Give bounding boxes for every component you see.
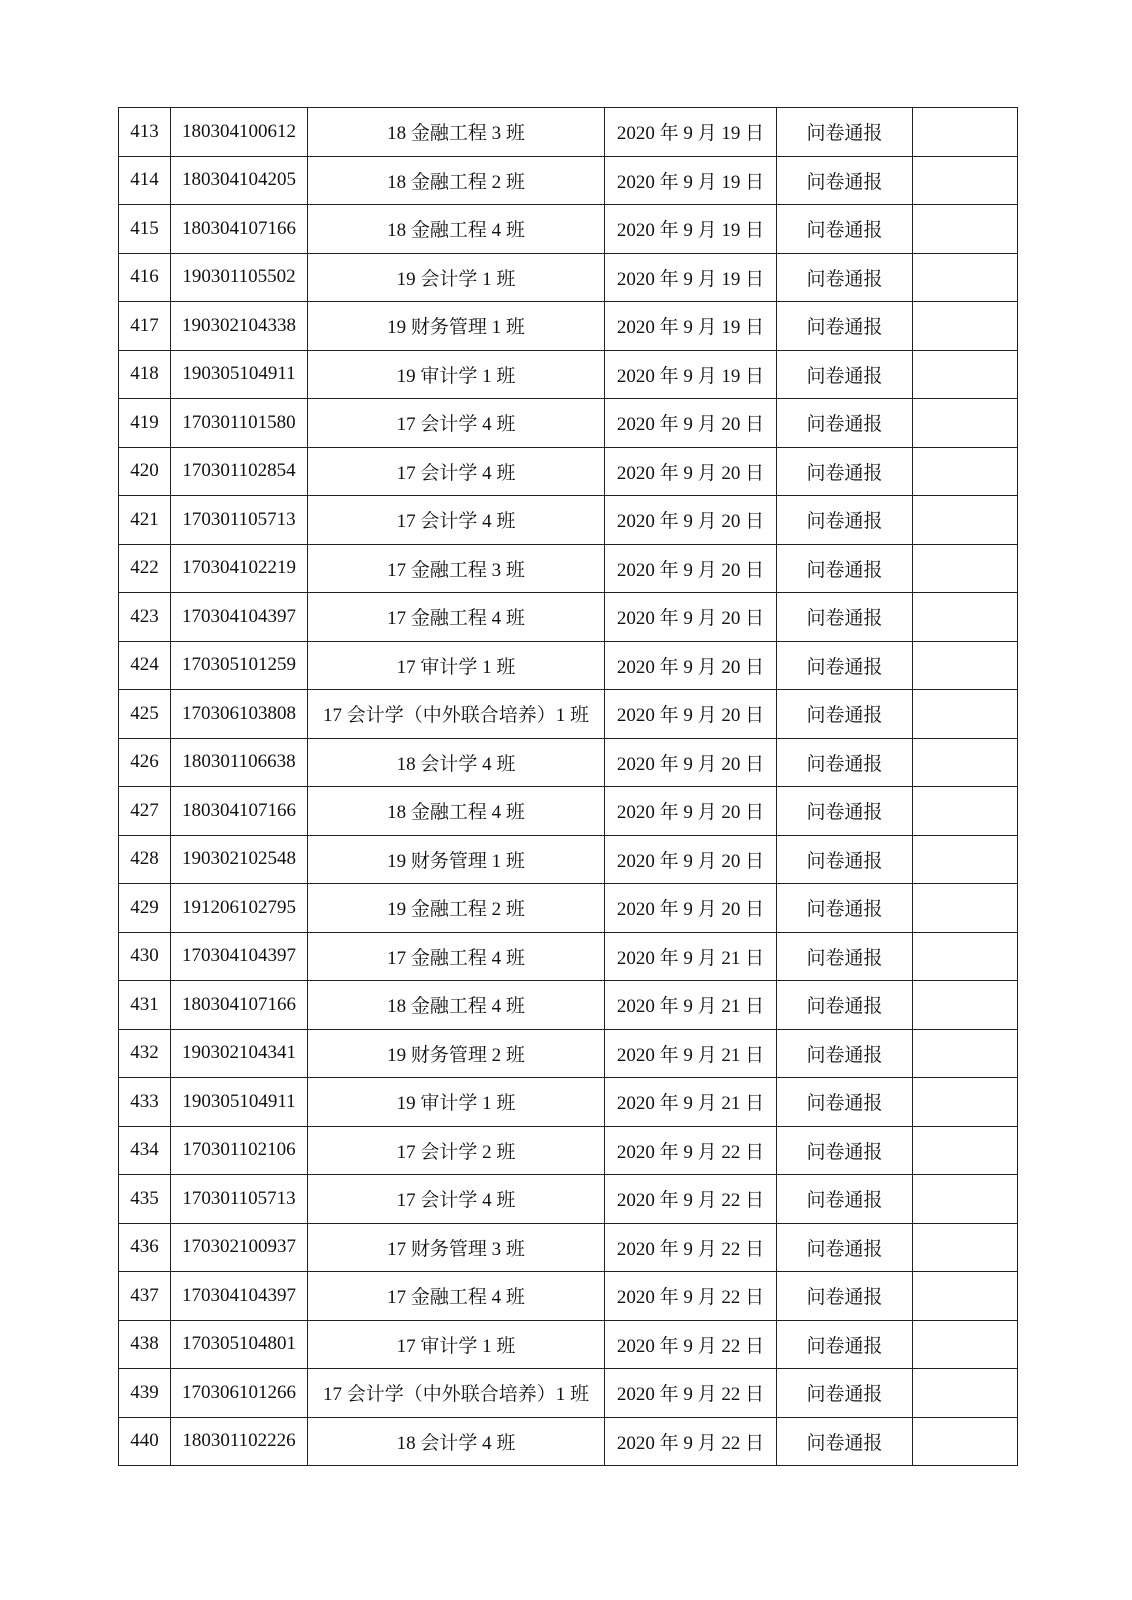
class-name-cell: 17 金融工程 4 班 (308, 932, 605, 981)
class-name-cell: 19 财务管理 1 班 (308, 835, 605, 884)
report-type-cell: 问卷通报 (777, 544, 913, 593)
table-row (119, 593, 1018, 642)
row-number-cell: 422 (119, 544, 171, 593)
report-type-cell: 问卷通报 (777, 1029, 913, 1078)
note-cell (913, 738, 1018, 787)
student-id-cell: 170304104397 (171, 1272, 308, 1321)
date-cell: 2020 年 9 月 22 日 (605, 1417, 777, 1466)
student-id-cell: 170301105713 (171, 496, 308, 545)
record-table-body (119, 108, 1018, 1466)
student-id-cell: 170304102219 (171, 544, 308, 593)
date-cell: 2020 年 9 月 21 日 (605, 1078, 777, 1127)
class-name-cell: 17 会计学 4 班 (308, 1175, 605, 1224)
note-cell (913, 932, 1018, 981)
date-cell: 2020 年 9 月 21 日 (605, 932, 777, 981)
note-cell (913, 156, 1018, 205)
note-cell (913, 447, 1018, 496)
student-id-cell: 190305104911 (171, 1078, 308, 1127)
row-number-cell: 433 (119, 1078, 171, 1127)
row-number-cell: 438 (119, 1320, 171, 1369)
date-cell: 2020 年 9 月 19 日 (605, 108, 777, 157)
student-id-cell: 170301105713 (171, 1175, 308, 1224)
report-type-cell: 问卷通报 (777, 399, 913, 448)
report-type-cell: 问卷通报 (777, 787, 913, 836)
row-number-cell: 432 (119, 1029, 171, 1078)
table-row (119, 156, 1018, 205)
date-cell: 2020 年 9 月 22 日 (605, 1320, 777, 1369)
date-cell: 2020 年 9 月 19 日 (605, 302, 777, 351)
student-id-cell: 170306103808 (171, 690, 308, 739)
student-id-cell: 180304107166 (171, 787, 308, 836)
row-number-cell: 436 (119, 1223, 171, 1272)
note-cell (913, 302, 1018, 351)
class-name-cell: 19 财务管理 1 班 (308, 302, 605, 351)
report-type-cell: 问卷通报 (777, 108, 913, 157)
date-cell: 2020 年 9 月 22 日 (605, 1175, 777, 1224)
student-id-cell: 170305104801 (171, 1320, 308, 1369)
class-name-cell: 17 会计学 4 班 (308, 399, 605, 448)
row-number-cell: 430 (119, 932, 171, 981)
student-id-cell: 170304104397 (171, 593, 308, 642)
student-id-cell: 190301105502 (171, 253, 308, 302)
table-row (119, 1320, 1018, 1369)
table-row (119, 253, 1018, 302)
class-name-cell: 17 会计学（中外联合培养）1 班 (308, 1369, 605, 1418)
row-number-cell: 425 (119, 690, 171, 739)
class-name-cell: 17 金融工程 4 班 (308, 593, 605, 642)
row-number-cell: 434 (119, 1126, 171, 1175)
class-name-cell: 17 会计学 4 班 (308, 496, 605, 545)
report-type-cell: 问卷通报 (777, 1126, 913, 1175)
table-row (119, 205, 1018, 254)
note-cell (913, 108, 1018, 157)
student-id-cell: 180304100612 (171, 108, 308, 157)
note-cell (913, 690, 1018, 739)
table-row (119, 1078, 1018, 1127)
note-cell (913, 1029, 1018, 1078)
date-cell: 2020 年 9 月 20 日 (605, 884, 777, 933)
date-cell: 2020 年 9 月 20 日 (605, 787, 777, 836)
student-id-cell: 170302100937 (171, 1223, 308, 1272)
student-id-cell: 180301106638 (171, 738, 308, 787)
row-number-cell: 426 (119, 738, 171, 787)
date-cell: 2020 年 9 月 22 日 (605, 1369, 777, 1418)
class-name-cell: 17 金融工程 3 班 (308, 544, 605, 593)
table-row (119, 1272, 1018, 1321)
report-type-cell: 问卷通报 (777, 641, 913, 690)
note-cell (913, 1272, 1018, 1321)
report-type-cell: 问卷通报 (777, 981, 913, 1030)
row-number-cell: 416 (119, 253, 171, 302)
report-type-cell: 问卷通报 (777, 1223, 913, 1272)
note-cell (913, 1417, 1018, 1466)
report-type-cell: 问卷通报 (777, 835, 913, 884)
report-type-cell: 问卷通报 (777, 1369, 913, 1418)
class-name-cell: 18 金融工程 4 班 (308, 205, 605, 254)
row-number-cell: 417 (119, 302, 171, 351)
row-number-cell: 428 (119, 835, 171, 884)
record-table (118, 107, 1018, 1466)
row-number-cell: 415 (119, 205, 171, 254)
class-name-cell: 18 金融工程 3 班 (308, 108, 605, 157)
note-cell (913, 1175, 1018, 1224)
table-row (119, 690, 1018, 739)
class-name-cell: 17 审计学 1 班 (308, 1320, 605, 1369)
class-name-cell: 19 金融工程 2 班 (308, 884, 605, 933)
class-name-cell: 19 审计学 1 班 (308, 350, 605, 399)
student-id-cell: 170306101266 (171, 1369, 308, 1418)
report-type-cell: 问卷通报 (777, 253, 913, 302)
report-type-cell: 问卷通报 (777, 1320, 913, 1369)
student-id-cell: 170301102854 (171, 447, 308, 496)
report-type-cell: 问卷通报 (777, 1078, 913, 1127)
note-cell (913, 884, 1018, 933)
date-cell: 2020 年 9 月 19 日 (605, 350, 777, 399)
table-row (119, 1223, 1018, 1272)
student-id-cell: 170301102106 (171, 1126, 308, 1175)
note-cell (913, 1369, 1018, 1418)
class-name-cell: 17 金融工程 4 班 (308, 1272, 605, 1321)
class-name-cell: 18 金融工程 4 班 (308, 787, 605, 836)
note-cell (913, 1126, 1018, 1175)
date-cell: 2020 年 9 月 19 日 (605, 205, 777, 254)
date-cell: 2020 年 9 月 22 日 (605, 1223, 777, 1272)
note-cell (913, 593, 1018, 642)
row-number-cell: 431 (119, 981, 171, 1030)
row-number-cell: 429 (119, 884, 171, 933)
table-row (119, 496, 1018, 545)
report-type-cell: 问卷通报 (777, 690, 913, 739)
note-cell (913, 1223, 1018, 1272)
note-cell (913, 835, 1018, 884)
date-cell: 2020 年 9 月 21 日 (605, 1029, 777, 1078)
row-number-cell: 424 (119, 641, 171, 690)
row-number-cell: 421 (119, 496, 171, 545)
row-number-cell: 419 (119, 399, 171, 448)
note-cell (913, 641, 1018, 690)
row-number-cell: 437 (119, 1272, 171, 1321)
date-cell: 2020 年 9 月 22 日 (605, 1272, 777, 1321)
class-name-cell: 19 审计学 1 班 (308, 1078, 605, 1127)
class-name-cell: 19 会计学 1 班 (308, 253, 605, 302)
table-row (119, 835, 1018, 884)
note-cell (913, 496, 1018, 545)
report-type-cell: 问卷通报 (777, 302, 913, 351)
class-name-cell: 17 财务管理 3 班 (308, 1223, 605, 1272)
date-cell: 2020 年 9 月 20 日 (605, 641, 777, 690)
table-row (119, 544, 1018, 593)
note-cell (913, 544, 1018, 593)
class-name-cell: 17 会计学 4 班 (308, 447, 605, 496)
date-cell: 2020 年 9 月 19 日 (605, 156, 777, 205)
report-type-cell: 问卷通报 (777, 205, 913, 254)
row-number-cell: 439 (119, 1369, 171, 1418)
row-number-cell: 423 (119, 593, 171, 642)
note-cell (913, 981, 1018, 1030)
table-row (119, 932, 1018, 981)
table-row (119, 447, 1018, 496)
row-number-cell: 435 (119, 1175, 171, 1224)
date-cell: 2020 年 9 月 20 日 (605, 593, 777, 642)
table-row (119, 350, 1018, 399)
date-cell: 2020 年 9 月 20 日 (605, 690, 777, 739)
date-cell: 2020 年 9 月 20 日 (605, 544, 777, 593)
table-row (119, 1417, 1018, 1466)
table-row (119, 738, 1018, 787)
table-row (119, 1126, 1018, 1175)
class-name-cell: 18 会计学 4 班 (308, 738, 605, 787)
table-row (119, 981, 1018, 1030)
student-id-cell: 190302104338 (171, 302, 308, 351)
student-id-cell: 190302104341 (171, 1029, 308, 1078)
row-number-cell: 440 (119, 1417, 171, 1466)
class-name-cell: 17 会计学 2 班 (308, 1126, 605, 1175)
date-cell: 2020 年 9 月 20 日 (605, 447, 777, 496)
student-id-cell: 180304107166 (171, 205, 308, 254)
row-number-cell: 413 (119, 108, 171, 157)
date-cell: 2020 年 9 月 22 日 (605, 1126, 777, 1175)
table-row (119, 1175, 1018, 1224)
date-cell: 2020 年 9 月 20 日 (605, 835, 777, 884)
report-type-cell: 问卷通报 (777, 1417, 913, 1466)
date-cell: 2020 年 9 月 19 日 (605, 253, 777, 302)
table-row (119, 641, 1018, 690)
table-row (119, 1029, 1018, 1078)
table-row (119, 108, 1018, 157)
student-id-cell: 190302102548 (171, 835, 308, 884)
student-id-cell: 170305101259 (171, 641, 308, 690)
report-type-cell: 问卷通报 (777, 156, 913, 205)
class-name-cell: 17 审计学 1 班 (308, 641, 605, 690)
table-row (119, 399, 1018, 448)
student-id-cell: 180301102226 (171, 1417, 308, 1466)
date-cell: 2020 年 9 月 20 日 (605, 738, 777, 787)
report-type-cell: 问卷通报 (777, 496, 913, 545)
note-cell (913, 1320, 1018, 1369)
row-number-cell: 414 (119, 156, 171, 205)
table-row (119, 787, 1018, 836)
class-name-cell: 18 金融工程 2 班 (308, 156, 605, 205)
report-type-cell: 问卷通报 (777, 884, 913, 933)
student-id-cell: 170301101580 (171, 399, 308, 448)
student-id-cell: 180304107166 (171, 981, 308, 1030)
note-cell (913, 1078, 1018, 1127)
student-id-cell: 180304104205 (171, 156, 308, 205)
report-type-cell: 问卷通报 (777, 1272, 913, 1321)
report-type-cell: 问卷通报 (777, 447, 913, 496)
student-id-cell: 190305104911 (171, 350, 308, 399)
date-cell: 2020 年 9 月 21 日 (605, 981, 777, 1030)
note-cell (913, 205, 1018, 254)
class-name-cell: 17 会计学（中外联合培养）1 班 (308, 690, 605, 739)
note-cell (913, 399, 1018, 448)
row-number-cell: 418 (119, 350, 171, 399)
note-cell (913, 350, 1018, 399)
report-type-cell: 问卷通报 (777, 1175, 913, 1224)
report-type-cell: 问卷通报 (777, 738, 913, 787)
row-number-cell: 420 (119, 447, 171, 496)
date-cell: 2020 年 9 月 20 日 (605, 399, 777, 448)
table-row (119, 302, 1018, 351)
student-id-cell: 191206102795 (171, 884, 308, 933)
report-type-cell: 问卷通报 (777, 593, 913, 642)
note-cell (913, 787, 1018, 836)
student-id-cell: 170304104397 (171, 932, 308, 981)
class-name-cell: 18 金融工程 4 班 (308, 981, 605, 1030)
note-cell (913, 253, 1018, 302)
table-row (119, 1369, 1018, 1418)
class-name-cell: 19 财务管理 2 班 (308, 1029, 605, 1078)
date-cell: 2020 年 9 月 20 日 (605, 496, 777, 545)
report-type-cell: 问卷通报 (777, 932, 913, 981)
class-name-cell: 18 会计学 4 班 (308, 1417, 605, 1466)
row-number-cell: 427 (119, 787, 171, 836)
table-row (119, 884, 1018, 933)
report-type-cell: 问卷通报 (777, 350, 913, 399)
